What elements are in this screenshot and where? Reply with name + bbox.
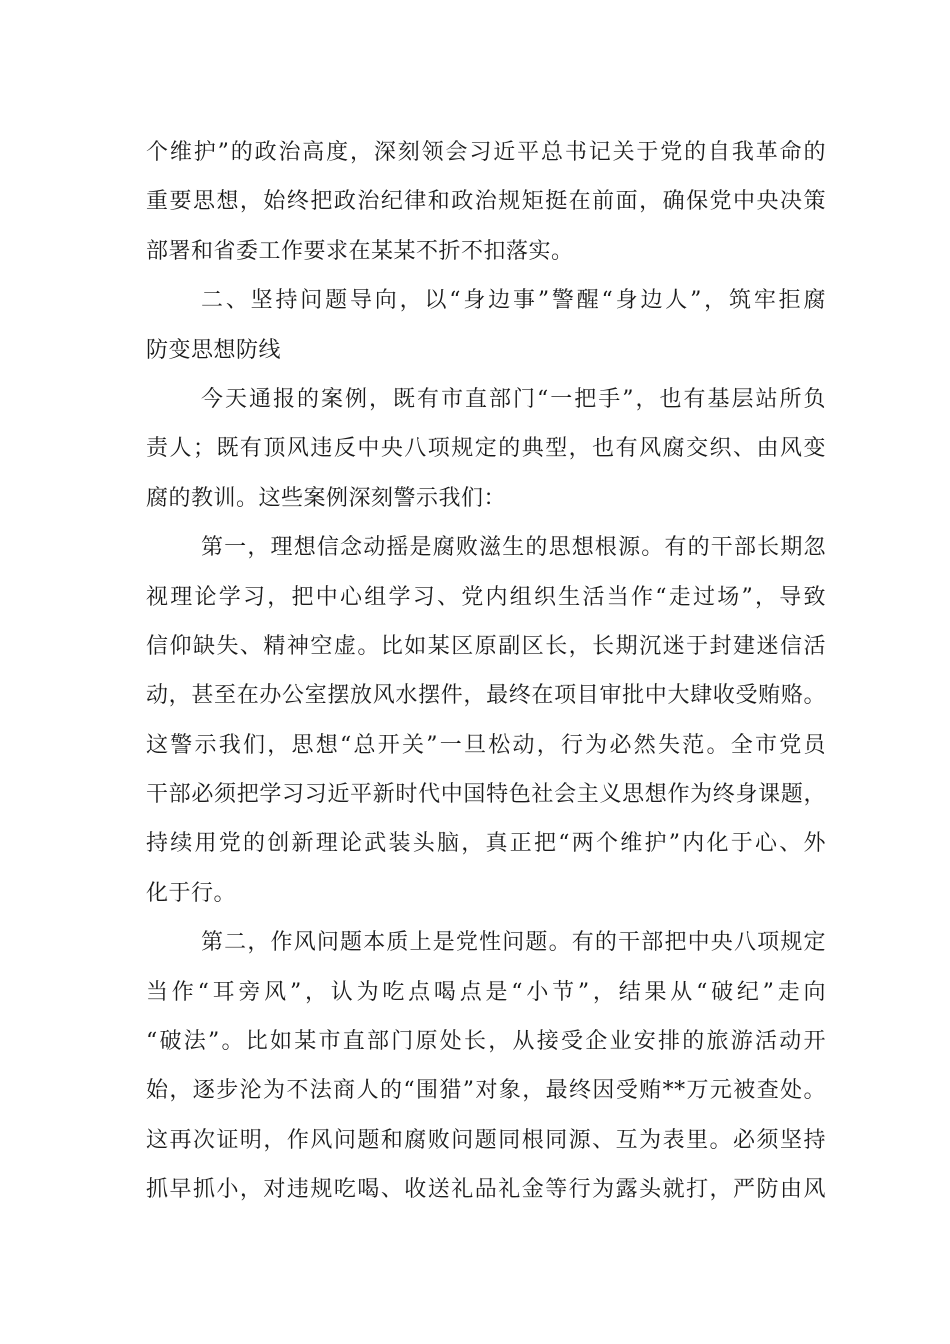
text-line: 抓早抓小，对违规吃喝、收送礼品礼金等行为露头就打，严防由风	[146, 1177, 826, 1203]
text-line: 干部必须把学习习近平新时代中国特色社会主义思想作为终身课题，	[146, 782, 826, 808]
text-line: 重要思想，始终把政治纪律和政治规矩挺在前面，确保党中央决策	[146, 189, 826, 215]
section-heading: 二、坚持问题导向，以“身边事”警醒“身边人”，筑牢拒腐	[201, 288, 826, 314]
text-line: 个维护”的政治高度，深刻领会习近平总书记关于党的自我革命的	[146, 140, 826, 165]
text-line: 始，逐步沦为不法商人的“围猎”对象，最终因受贿**万元被查处。	[146, 1078, 826, 1104]
text-line: 这再次证明，作风问题和腐败问题同根同源、互为表里。必须坚持	[146, 1127, 826, 1153]
text-line: 这警示我们，思想“总开关”一旦松动，行为必然失范。全市党员	[146, 732, 826, 758]
text-line: 持续用党的创新理论武装头脑，真正把“两个维护”内化于心、外	[146, 831, 826, 857]
document-body	[146, 128, 826, 1215]
text-line: 部署和省委工作要求在某某不折不扣落实。	[146, 238, 574, 264]
text-line: 动，甚至在办公室摆放风水摆件，最终在项目审批中大肆收受贿赂。	[146, 683, 826, 709]
text-line: 腐的教训。这些案例深刻警示我们：	[146, 485, 507, 511]
text-line: 信仰缺失、精神空虚。比如某区原副区长，长期沉迷于封建迷信活	[146, 633, 826, 659]
text-line: 第一，理想信念动摇是腐败滋生的思想根源。有的干部长期忽	[201, 535, 826, 561]
text-line: 视理论学习，把中心组学习、党内组织生活当作“走过场”，导致	[146, 584, 826, 610]
text-line: “破法”。比如某市直部门原处长，从接受企业安排的旅游活动开	[146, 1029, 826, 1055]
text-line: 化于行。	[146, 880, 237, 906]
text-line: 第二，作风问题本质上是党性问题。有的干部把中央八项规定	[201, 930, 826, 956]
text-line: 责人；既有顶风违反中央八项规定的典型，也有风腐交织、由风变	[146, 436, 826, 462]
section-heading: 防变思想防线	[146, 337, 282, 363]
text-line: 当作“耳旁风”，认为吃点喝点是“小节”，结果从“破纪”走向	[146, 979, 826, 1005]
text-line: 今天通报的案例，既有市直部门“一把手”，也有基层站所负	[201, 386, 826, 412]
